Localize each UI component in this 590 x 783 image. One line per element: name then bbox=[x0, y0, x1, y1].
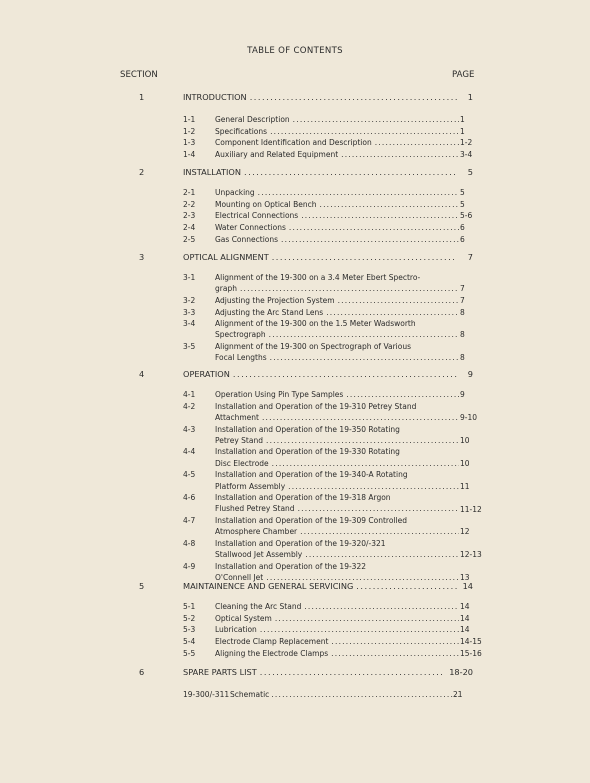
toc-entry[interactable] bbox=[183, 389, 475, 400]
entry-title bbox=[215, 272, 459, 294]
entry-title-line bbox=[215, 526, 459, 537]
entry-page: 12-13 bbox=[460, 550, 482, 560]
entry-title bbox=[215, 636, 459, 647]
entry-page: 5 bbox=[460, 199, 465, 209]
entry-title-line bbox=[215, 114, 459, 125]
dot-leader bbox=[346, 389, 459, 400]
entry-title-line bbox=[215, 538, 459, 549]
section-heading[interactable] bbox=[183, 667, 473, 677]
entry-number: 4-8 bbox=[183, 539, 196, 549]
entry-title-line bbox=[215, 307, 459, 318]
section-heading[interactable] bbox=[183, 581, 473, 591]
entry-title-line bbox=[230, 690, 459, 699]
section-title: OPTICAL ALIGNMENT bbox=[183, 252, 269, 262]
entry-page: 1-2 bbox=[460, 138, 473, 148]
entry-number: 2-5 bbox=[183, 234, 196, 244]
dot-leader bbox=[304, 601, 459, 612]
entry-title-line bbox=[215, 515, 459, 526]
entry-title-line bbox=[215, 636, 459, 647]
entry-page: 9-10 bbox=[460, 412, 478, 422]
dot-leader bbox=[250, 92, 457, 102]
section-column-header: SECTION bbox=[120, 70, 158, 80]
entry-title-text: Lubrication bbox=[215, 625, 257, 635]
dot-leader bbox=[240, 283, 459, 294]
section-page: 1 bbox=[467, 92, 473, 102]
toc-entry[interactable] bbox=[183, 469, 475, 492]
entry-title bbox=[215, 515, 459, 537]
entry-title-text: Alignment of the 19-300 on the 1.5 Meter Wadsworth bbox=[215, 319, 416, 329]
section-number: 4 bbox=[139, 369, 145, 379]
entry-page: 14 bbox=[460, 602, 470, 611]
dot-leader bbox=[319, 199, 459, 210]
entry-number: 3-2 bbox=[183, 295, 196, 305]
section-heading[interactable] bbox=[183, 252, 473, 262]
toc-entry[interactable] bbox=[183, 222, 475, 233]
entry-title-text: Attachment bbox=[215, 412, 259, 422]
entry-title-line bbox=[215, 601, 459, 612]
section-number: 2 bbox=[139, 167, 145, 177]
entry-title bbox=[215, 613, 459, 624]
entry-title-text: Flushed Petrey Stand bbox=[215, 504, 295, 514]
dot-leader bbox=[271, 690, 459, 699]
entry-title-text: Specifications bbox=[215, 126, 268, 136]
entry-title-line bbox=[215, 222, 459, 233]
section-number: 5 bbox=[139, 581, 145, 591]
dot-leader bbox=[262, 412, 459, 423]
entry-number: 4-4 bbox=[183, 447, 196, 457]
dot-leader bbox=[301, 210, 459, 221]
entry-title-text: Adjusting the Arc Stand Lens bbox=[215, 307, 324, 317]
entry-title-line bbox=[215, 199, 459, 210]
entry-number: 4-9 bbox=[183, 561, 196, 571]
section-page: 5 bbox=[467, 167, 473, 177]
entry-title-text: Stallwood Jet Assembly bbox=[215, 550, 303, 560]
dot-leader bbox=[338, 295, 459, 306]
entry-page: 8 bbox=[460, 353, 465, 363]
entry-page: 1 bbox=[460, 126, 465, 136]
entry-title-line bbox=[215, 126, 459, 137]
toc-entry[interactable] bbox=[183, 126, 475, 137]
entry-title-text: Petrey Stand bbox=[215, 435, 263, 445]
entry-title-text: Unpacking bbox=[215, 188, 255, 197]
entry-title bbox=[215, 199, 459, 210]
toc-entry[interactable] bbox=[183, 624, 475, 635]
entry-title-text: O'Connell Jet bbox=[215, 573, 264, 583]
entry-number: 4-1 bbox=[183, 390, 196, 399]
entry-page: 1 bbox=[460, 115, 465, 124]
entry-title-text: Spectrograph bbox=[215, 330, 266, 340]
entry-page: 14 bbox=[460, 613, 470, 623]
page-column-header: PAGE bbox=[452, 70, 475, 80]
entry-title bbox=[215, 601, 459, 612]
entry-title-text: Electrical Connections bbox=[215, 211, 299, 221]
entry-number: 1-1 bbox=[183, 115, 196, 124]
entry-number: 4-5 bbox=[183, 470, 196, 480]
entry-number: 5-4 bbox=[183, 636, 196, 646]
entry-title bbox=[215, 469, 459, 491]
entry-title bbox=[215, 295, 459, 306]
entry-title-text: Installation and Operation of the 19-330 Rotating bbox=[215, 447, 400, 457]
dot-leader bbox=[266, 435, 459, 446]
entry-title-text: Installation and Operation of the 19-322 bbox=[215, 561, 366, 571]
dot-leader bbox=[270, 352, 459, 363]
entry-number: 1-2 bbox=[183, 126, 196, 136]
entry-title-text: Aligning the Electrode Clamps bbox=[215, 648, 329, 658]
entry-title bbox=[215, 149, 459, 160]
entry-title-text: Component Identification and Description bbox=[215, 138, 372, 148]
entry-title-line bbox=[215, 561, 459, 572]
entry-page: 13 bbox=[460, 573, 470, 583]
entry-number: 1-4 bbox=[183, 149, 196, 159]
section-heading[interactable] bbox=[183, 167, 473, 177]
entry-title bbox=[215, 446, 459, 468]
entry-page: 7 bbox=[460, 295, 465, 305]
dot-leader bbox=[233, 369, 457, 379]
entry-page: 6 bbox=[460, 234, 465, 244]
entry-title bbox=[215, 114, 459, 125]
toc-entry[interactable] bbox=[183, 295, 475, 306]
entry-title-text: Installation and Operation of the 19-350 Rotating bbox=[215, 424, 400, 434]
entry-title-line bbox=[215, 318, 459, 329]
dot-leader bbox=[260, 667, 443, 677]
entry-number: 3-5 bbox=[183, 342, 196, 352]
entry-page: 8 bbox=[460, 330, 465, 340]
section-page: 18-20 bbox=[449, 667, 473, 677]
entry-title-line bbox=[215, 295, 459, 306]
toc-entry[interactable] bbox=[183, 601, 475, 612]
toc-entry[interactable] bbox=[183, 137, 475, 148]
entry-number: 3-1 bbox=[183, 273, 196, 282]
entry-number: 19-300/-311 bbox=[183, 690, 230, 699]
entry-title-text: Installation and Operation of the 19-340-A Rotating bbox=[215, 470, 408, 480]
entry-page: 8 bbox=[460, 307, 465, 317]
entry-title bbox=[215, 341, 459, 363]
entry-number: 5-5 bbox=[183, 648, 196, 658]
toc-entry[interactable] bbox=[183, 636, 482, 647]
entry-label: Schematic bbox=[230, 690, 270, 699]
section-title: INSTALLATION bbox=[183, 167, 241, 177]
entry-title-line bbox=[215, 187, 459, 198]
entry-title bbox=[215, 401, 459, 423]
dot-leader bbox=[298, 503, 459, 514]
entry-number: 2-1 bbox=[183, 188, 196, 197]
section-title: OPERATION bbox=[183, 369, 230, 379]
entry-title bbox=[215, 424, 459, 446]
entry-title-text: Alignment of the 19-300 on Spectrograph of Various bbox=[215, 342, 412, 352]
entry-page: 6 bbox=[460, 222, 465, 232]
dot-leader bbox=[258, 187, 459, 198]
entry-number: 2-2 bbox=[183, 199, 196, 209]
dot-leader bbox=[375, 137, 459, 148]
entry-title-line bbox=[215, 412, 459, 423]
dot-leader bbox=[300, 526, 459, 537]
entry-title-line bbox=[215, 389, 459, 400]
entry-page: 21 bbox=[453, 690, 463, 699]
entry-title-text: Adjusting the Projection System bbox=[215, 295, 335, 305]
entry-number: 3-3 bbox=[183, 307, 196, 317]
entry-title-text: Installation and Operation of the 19-309 Controlled bbox=[215, 516, 407, 526]
entry-page: 7 bbox=[460, 284, 465, 294]
entry-page: 10 bbox=[460, 435, 470, 445]
entry-title bbox=[215, 624, 459, 635]
entry-number: 2-4 bbox=[183, 222, 196, 232]
dot-leader bbox=[293, 114, 459, 125]
dot-leader bbox=[275, 613, 459, 624]
toc-entry[interactable] bbox=[183, 341, 475, 364]
entry-page: 12 bbox=[460, 527, 470, 537]
entry-title bbox=[215, 222, 459, 233]
entry-title-line bbox=[215, 283, 459, 294]
section-number: 3 bbox=[139, 252, 145, 262]
toc-entry[interactable] bbox=[183, 234, 475, 245]
toc-entry[interactable] bbox=[183, 401, 478, 424]
entry-number: 5-3 bbox=[183, 625, 196, 635]
toc-entry[interactable] bbox=[183, 492, 482, 515]
entry-number: 1-3 bbox=[183, 138, 196, 148]
entry-title-line bbox=[215, 458, 459, 469]
entry-page: 9 bbox=[460, 390, 465, 399]
entry-title-line bbox=[215, 352, 459, 363]
dot-leader bbox=[356, 581, 456, 591]
entry-page: 10 bbox=[460, 458, 470, 468]
entry-title-line bbox=[215, 149, 459, 160]
entry-number: 4-6 bbox=[183, 493, 196, 503]
entry-title-line bbox=[215, 613, 459, 624]
entry-page: 15-16 bbox=[460, 648, 482, 658]
toc-entry[interactable] bbox=[183, 149, 475, 160]
toc-entry[interactable] bbox=[183, 307, 475, 318]
dot-leader bbox=[281, 234, 459, 245]
dot-leader bbox=[288, 481, 459, 492]
entry-title-line bbox=[215, 469, 459, 480]
entry-number: 4-2 bbox=[183, 401, 196, 411]
entry-page: 11-12 bbox=[460, 504, 482, 514]
dot-leader bbox=[289, 222, 459, 233]
entry-title-line bbox=[215, 137, 459, 148]
entry-title bbox=[215, 234, 459, 245]
entry-title-line bbox=[215, 492, 459, 503]
dot-leader bbox=[326, 307, 459, 318]
section-number: 1 bbox=[139, 92, 145, 102]
entry-title-text: Platform Assembly bbox=[215, 481, 286, 491]
dot-leader bbox=[331, 636, 459, 647]
section-heading[interactable] bbox=[183, 369, 473, 379]
toc-entry[interactable] bbox=[183, 446, 475, 469]
entry-title-line bbox=[215, 503, 459, 514]
entry-number: 4-3 bbox=[183, 424, 196, 434]
entry-number: 5-1 bbox=[183, 602, 196, 611]
entry-title bbox=[215, 389, 459, 400]
toc-entry[interactable] bbox=[183, 318, 475, 341]
entry-title-line bbox=[215, 234, 459, 245]
section-heading[interactable] bbox=[183, 92, 473, 102]
entry-title bbox=[215, 307, 459, 318]
section-page: 14 bbox=[462, 581, 473, 591]
entry-number: 4-7 bbox=[183, 516, 196, 526]
toc-entry[interactable] bbox=[183, 114, 475, 125]
entry-title-line bbox=[215, 341, 459, 352]
entry-page: 14 bbox=[460, 625, 470, 635]
dot-leader bbox=[270, 126, 459, 137]
entry-title-line bbox=[215, 401, 459, 412]
entry-page: 11 bbox=[460, 481, 470, 491]
toc-entry[interactable] bbox=[183, 648, 482, 659]
entry-title-text: Installation and Operation of the 19-320/-321 bbox=[215, 539, 386, 549]
entry-title-text: Installation and Operation of the 19-318 Argon bbox=[215, 493, 391, 503]
dot-leader bbox=[244, 167, 457, 177]
entry-title-line bbox=[215, 446, 459, 457]
entry-title bbox=[215, 492, 459, 514]
entry-title bbox=[215, 318, 459, 340]
section-title: INTRODUCTION bbox=[183, 92, 247, 102]
entry-page: 5-6 bbox=[460, 211, 473, 221]
entry-title-line bbox=[215, 648, 459, 659]
toc-entry[interactable] bbox=[183, 515, 475, 538]
entry-title-line bbox=[215, 481, 459, 492]
entry-title-text: Gas Connections bbox=[215, 234, 279, 244]
entry-page: 14-15 bbox=[460, 636, 482, 646]
entry-title-text: Disc Electrode bbox=[215, 458, 269, 468]
entry-title-text: Operation Using Pin Type Samples bbox=[215, 390, 344, 399]
entry-title-line bbox=[215, 329, 459, 340]
entry-title-line bbox=[215, 624, 459, 635]
section-title: MAINTAINENCE AND GENERAL SERVICING bbox=[183, 581, 354, 591]
entry-title-line bbox=[215, 435, 459, 446]
dot-leader bbox=[331, 648, 459, 659]
entry-title-text: Auxiliary and Related Equipment bbox=[215, 149, 339, 159]
entry-title-text: Electrode Clamp Replacement bbox=[215, 636, 329, 646]
entry-number: 2-3 bbox=[183, 211, 196, 221]
dot-leader bbox=[260, 624, 459, 635]
entry-number: 5-2 bbox=[183, 613, 196, 623]
entry-number: 3-4 bbox=[183, 319, 196, 329]
dot-leader bbox=[341, 149, 459, 160]
entry-page: 3-4 bbox=[460, 149, 473, 159]
entry-title-text: Mounting on Optical Bench bbox=[215, 199, 317, 209]
entry-title bbox=[215, 187, 459, 198]
entry-page: 5 bbox=[460, 188, 465, 197]
page-title: TABLE OF CONTENTS bbox=[247, 46, 343, 56]
entry-title-text: Focal Lengths bbox=[215, 353, 267, 363]
dot-leader bbox=[305, 549, 459, 560]
entry-title bbox=[215, 137, 459, 148]
section-page: 9 bbox=[467, 369, 473, 379]
dot-leader bbox=[272, 458, 459, 469]
entry-title-text: Atmosphere Chamber bbox=[215, 527, 298, 537]
entry-title bbox=[215, 210, 459, 221]
dot-leader bbox=[269, 329, 459, 340]
section-number: 6 bbox=[139, 667, 145, 677]
entry-title-line bbox=[215, 424, 459, 435]
toc-entry[interactable] bbox=[183, 613, 475, 624]
dot-leader bbox=[272, 252, 457, 262]
entry-title bbox=[215, 538, 459, 560]
entry-title-text: Cleaning the Arc Stand bbox=[215, 602, 302, 611]
entry-title-text: Water Connections bbox=[215, 222, 286, 232]
section-title: SPARE PARTS LIST bbox=[183, 667, 257, 677]
toc-entry[interactable] bbox=[183, 538, 482, 561]
toc-entry[interactable] bbox=[183, 187, 475, 198]
toc-entry[interactable] bbox=[183, 272, 475, 295]
entry-title-text: Optical System bbox=[215, 613, 272, 623]
toc-entry[interactable] bbox=[183, 210, 475, 221]
entry-title-line bbox=[215, 210, 459, 221]
entry-title bbox=[215, 561, 459, 583]
entry-title-text: graph bbox=[215, 284, 237, 294]
entry-title-line bbox=[215, 549, 459, 560]
entry-title-text: Installation and Operation of the 19-310 Petrey Stand bbox=[215, 401, 417, 411]
entry-title-line bbox=[215, 272, 459, 283]
section-page: 7 bbox=[467, 252, 473, 262]
entry-title bbox=[215, 648, 459, 659]
entry-title bbox=[215, 126, 459, 137]
entry-title-text: General Description bbox=[215, 115, 290, 124]
toc-entry[interactable] bbox=[183, 424, 475, 447]
entry-title-text: Alignment of the 19-300 on a 3.4 Meter Ebert Spectro- bbox=[215, 273, 421, 282]
toc-entry[interactable] bbox=[183, 199, 475, 210]
